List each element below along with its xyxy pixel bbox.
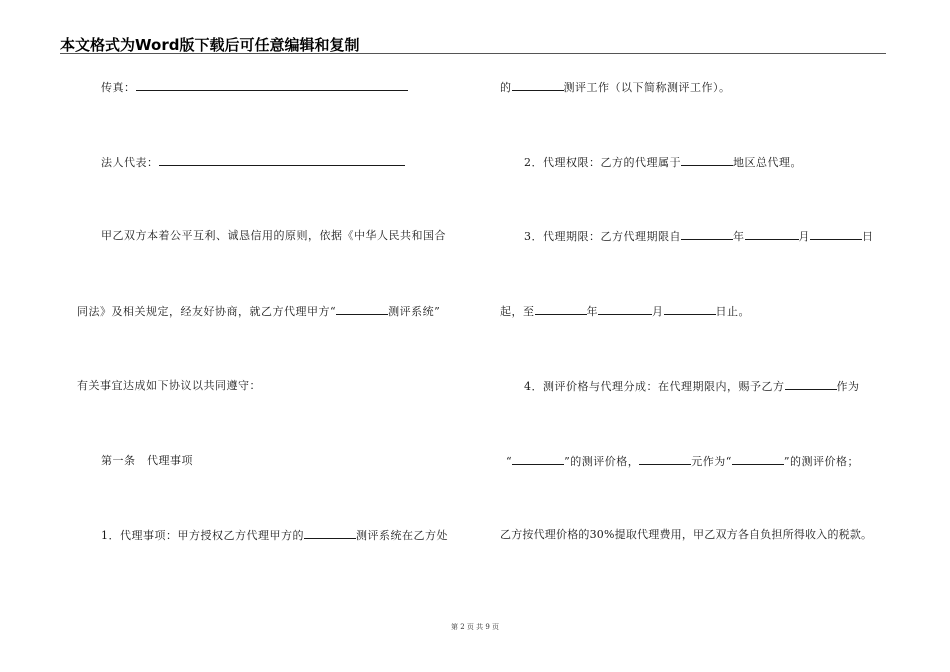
header-rule xyxy=(60,53,886,54)
clause-line xyxy=(500,155,802,170)
paragraph-line xyxy=(77,229,446,243)
clause-text: 月 xyxy=(652,305,664,318)
legal-rep-line xyxy=(77,155,405,170)
clause-text: 2．代理权限：乙方的代理属于 xyxy=(524,156,681,169)
article-title: 第一条 代理事项 xyxy=(101,454,193,467)
month-blank xyxy=(598,304,652,315)
fax-blank xyxy=(136,80,408,91)
paragraph-text: 测评系统” xyxy=(388,305,441,318)
clause-text: 地区总代理。 xyxy=(733,156,802,169)
paragraph-line xyxy=(77,379,261,393)
day-blank xyxy=(664,304,716,315)
paragraph-line xyxy=(77,304,440,319)
region-blank xyxy=(681,155,733,166)
clause-text: 测评系统在乙方处 xyxy=(356,529,448,542)
clause-text: 元作为“ xyxy=(691,455,732,468)
blank-field xyxy=(785,379,837,390)
clause-text: 3．代理期限：乙方代理期限自 xyxy=(524,230,681,243)
system-blank xyxy=(304,528,356,539)
fax-label: 传真： xyxy=(101,81,136,94)
clause-text: 月 xyxy=(798,230,810,243)
legal-rep-label: 法人代表： xyxy=(101,156,159,169)
page-number: 第 2 页 共 9 页 xyxy=(450,623,500,631)
amount-blank xyxy=(639,454,691,465)
clause-text: 年 xyxy=(586,305,598,318)
clause-text: ”的测评价格； xyxy=(783,455,859,468)
legal-rep-blank xyxy=(159,155,405,166)
clause-text: 年 xyxy=(733,230,745,243)
clause-text: 日止。 xyxy=(715,305,750,318)
clause-text: 测评工作（以下简称测评工作）。 xyxy=(563,81,731,94)
clause-line xyxy=(500,80,731,95)
clause-line xyxy=(500,379,860,394)
clause-text: 1．代理事项：甲方授权乙方代理甲方的 xyxy=(101,529,304,542)
clause-text: 起，至 xyxy=(500,305,535,318)
system-name-blank xyxy=(336,304,388,315)
year-blank xyxy=(535,304,587,315)
document-header: 本文格式为Word版下载后可任意编辑和复制 xyxy=(60,36,360,54)
blank-field xyxy=(512,454,564,465)
clause-text: 乙方按代理价格的30%提取代理费用，甲乙双方各自负担所得收入的税款。 xyxy=(500,528,873,541)
paragraph-text: 甲乙双方本着公平互利、诚恳信用的原则，依据《中华人民共和国合 xyxy=(101,229,446,242)
clause-text: 作为 xyxy=(836,380,860,393)
clause-line xyxy=(500,229,874,244)
month-blank xyxy=(745,229,799,240)
blank-field xyxy=(512,80,564,91)
clause-text: 的 xyxy=(500,81,512,94)
blank-field xyxy=(732,454,784,465)
article-heading xyxy=(77,454,193,468)
paragraph-text: 有关事宜达成如下协议以共同遵守： xyxy=(77,379,261,392)
clause-text: “ xyxy=(506,455,513,468)
fax-line xyxy=(77,80,408,95)
clause-text: 4．测评价格与代理分成：在代理期限内，赐予乙方 xyxy=(524,380,785,393)
year-blank xyxy=(681,229,733,240)
clause-line xyxy=(500,304,750,319)
clause-text: 日 xyxy=(862,230,874,243)
paragraph-text: 同法》及相关规定，经友好协商，就乙方代理甲方“ xyxy=(77,305,337,318)
clause-line xyxy=(500,454,859,469)
clause-line xyxy=(500,528,872,542)
day-blank xyxy=(810,229,862,240)
clause-text: ”的测评价格， xyxy=(564,455,640,468)
clause-line xyxy=(77,528,448,543)
